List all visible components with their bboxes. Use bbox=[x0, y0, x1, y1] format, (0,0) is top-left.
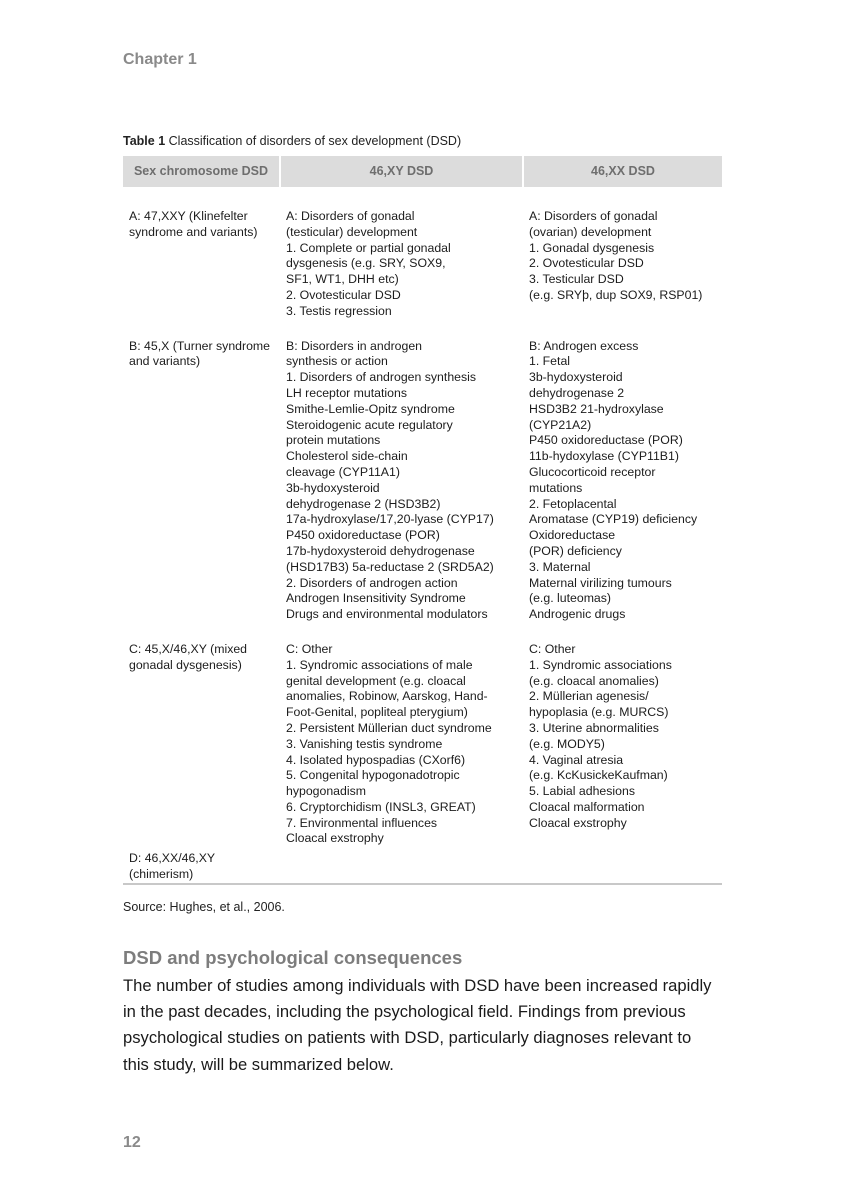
text-line: P450 oxidoreductase (POR) bbox=[529, 433, 683, 448]
text-line: A: Disorders of gonadal bbox=[286, 209, 415, 223]
text-line: hypoplasia (e.g. MURCS) bbox=[529, 705, 669, 720]
text-line: 2. Müllerian agenesis/ bbox=[529, 689, 649, 704]
text-line: (chimerism) bbox=[129, 867, 194, 882]
page-number: 12 bbox=[123, 1134, 141, 1151]
text-line: in the past decades, including the psychological field. Findings from previous bbox=[123, 1002, 686, 1022]
text-line: 1. Complete or partial gonadal bbox=[286, 240, 451, 255]
text-line: 1. Gonadal dysgenesis bbox=[529, 240, 655, 255]
text-line: 3. Uterine abnormalities bbox=[529, 720, 659, 735]
cell-46xy-c bbox=[280, 623, 523, 847]
text-line: Oxidoreductase bbox=[529, 528, 616, 543]
text-line: (CYP21A2) bbox=[529, 417, 592, 432]
text-line: hypogonadism bbox=[286, 784, 366, 799]
table-source: Source: Hughes, et al., 2006. bbox=[123, 900, 285, 914]
text-line: and variants) bbox=[129, 354, 201, 369]
text-line: B: Disorders in androgen bbox=[286, 338, 423, 353]
header-sex-chromosome-dsd: Sex chromosome DSD bbox=[123, 156, 280, 187]
text-line: C: 45,X/46,XY (mixed bbox=[129, 641, 248, 656]
header-46xy-dsd: 46,XY DSD bbox=[280, 156, 523, 187]
text-line: SF1, WT1, DHH etc) bbox=[286, 272, 399, 287]
section-body bbox=[123, 973, 722, 1078]
text-line: 17b-hydoxysteroid dehydrogenase bbox=[286, 543, 475, 558]
text-line: Androgen Insensitivity Syndrome bbox=[286, 591, 466, 606]
text-line: Aromatase (CYP19) deficiency bbox=[529, 512, 698, 527]
text-line: 3b-hydoxysteroid bbox=[529, 370, 623, 385]
text-line: 2. Ovotesticular DSD bbox=[529, 256, 644, 271]
text-line: 3. Vanishing testis syndrome bbox=[286, 736, 443, 751]
text-line: 2. Ovotesticular DSD bbox=[286, 287, 401, 302]
text-line: Maternal virilizing tumours bbox=[529, 575, 672, 590]
text-line: (e.g. cloacal anomalies) bbox=[529, 673, 659, 688]
text-line: 1. Syndromic associations of male bbox=[286, 657, 473, 672]
text-line: 4. Isolated hypospadias (CXorf6) bbox=[286, 752, 466, 767]
table-caption-label: Table 1 bbox=[123, 134, 166, 148]
text-line: 1. Disorders of androgen synthesis bbox=[286, 370, 477, 385]
cell-sex-chromosome-c bbox=[123, 623, 280, 847]
text-line: 7. Environmental influences bbox=[286, 815, 438, 830]
text-line: (e.g. KcKusickeKaufman) bbox=[529, 768, 668, 783]
table-row-a bbox=[123, 187, 722, 320]
text-line: A: 47,XXY (Klinefelter bbox=[129, 209, 248, 223]
text-line: dysgenesis (e.g. SRY, SOX9, bbox=[286, 256, 446, 271]
text-line: B: 45,X (Turner syndrome bbox=[129, 338, 271, 353]
text-line: A: Disorders of gonadal bbox=[529, 209, 658, 223]
cell-46xy-d bbox=[280, 847, 523, 884]
cell-46xy-b bbox=[280, 320, 523, 623]
text-line: (e.g. luteomas) bbox=[529, 591, 612, 606]
text-line: Smithe-Lemlie-Opitz syndrome bbox=[286, 401, 455, 416]
table-row-d bbox=[123, 847, 722, 884]
table-row-c bbox=[123, 623, 722, 847]
text-line: 3. Maternal bbox=[529, 559, 591, 574]
cell-46xx-a bbox=[523, 187, 722, 320]
text-line: Glucocorticoid receptor bbox=[529, 464, 656, 479]
text-line: syndrome and variants) bbox=[129, 224, 258, 239]
text-line: 5. Congenital hypogonadotropic bbox=[286, 768, 460, 783]
text-line: anomalies, Robinow, Aarskog, Hand- bbox=[286, 689, 488, 704]
text-line: 17a-hydroxylase/17,20-lyase (CYP17) bbox=[286, 512, 494, 527]
dsd-classification-table bbox=[123, 156, 722, 885]
table-caption-text: Classification of disorders of sex development (DSD) bbox=[168, 134, 462, 148]
text-line: 1. Syndromic associations bbox=[529, 657, 672, 672]
text-line: (POR) deficiency bbox=[529, 543, 622, 558]
cell-sex-chromosome-d bbox=[123, 847, 280, 884]
text-line: D: 46,XX/46,XY bbox=[129, 851, 216, 866]
header-46xx-dsd: 46,XX DSD bbox=[523, 156, 722, 187]
text-line: 5. Labial adhesions bbox=[529, 784, 635, 799]
cell-46xy-a bbox=[280, 187, 523, 320]
text-line: mutations bbox=[529, 480, 583, 495]
text-line: (testicular) development bbox=[286, 224, 418, 239]
text-line: 2. Persistent Müllerian duct syndrome bbox=[286, 720, 492, 735]
text-line: The number of studies among individuals with DSD have been increased rapidly bbox=[123, 976, 712, 995]
text-line: (e.g. SRYþ, dup SOX9, RSP01) bbox=[529, 287, 703, 302]
text-line: Cholesterol side-chain bbox=[286, 449, 408, 464]
text-line: Drugs and environmental modulators bbox=[286, 607, 488, 622]
cell-sex-chromosome-b bbox=[123, 320, 280, 623]
text-line: dehydrogenase 2 (HSD3B2) bbox=[286, 496, 441, 511]
text-line: 6. Cryptorchidism (INSL3, GREAT) bbox=[286, 799, 476, 814]
text-line: 3. Testis regression bbox=[286, 303, 392, 318]
text-line: C: Other bbox=[286, 641, 333, 656]
text-line: P450 oxidoreductase (POR) bbox=[286, 528, 440, 543]
text-line: Cloacal exstrophy bbox=[286, 831, 384, 846]
text-line: Cloacal exstrophy bbox=[529, 815, 627, 830]
text-line: Foot-Genital, popliteal pterygium) bbox=[286, 705, 468, 720]
text-line: psychological studies on patients with DSD, particularly diagnoses relevant to bbox=[123, 1028, 692, 1048]
text-line: gonadal dysgenesis) bbox=[129, 657, 242, 672]
text-line: LH receptor mutations bbox=[286, 385, 407, 400]
text-line: Cloacal malformation bbox=[529, 799, 645, 814]
text-line: 3b-hydoxysteroid bbox=[286, 480, 380, 495]
text-line: Androgenic drugs bbox=[529, 607, 626, 622]
text-line: 2. Fetoplacental bbox=[529, 496, 617, 511]
cell-sex-chromosome-a bbox=[123, 187, 280, 320]
running-head: Chapter 1 bbox=[123, 51, 197, 68]
text-line: 3. Testicular DSD bbox=[529, 272, 624, 287]
text-line: Steroidogenic acute regulatory bbox=[286, 417, 453, 432]
table-row-b bbox=[123, 320, 722, 623]
text-line: dehydrogenase 2 bbox=[529, 385, 625, 400]
text-line: C: Other bbox=[529, 641, 576, 656]
text-line: 4. Vaginal atresia bbox=[529, 752, 624, 767]
text-line: 2. Disorders of androgen action bbox=[286, 575, 458, 590]
cell-46xx-b bbox=[523, 320, 722, 623]
text-line: B: Androgen excess bbox=[529, 338, 639, 353]
cell-46xx-d bbox=[523, 847, 722, 884]
text-line: (ovarian) development bbox=[529, 224, 652, 239]
text-line: 1. Fetal bbox=[529, 354, 571, 369]
section-title: DSD and psychological consequences bbox=[123, 947, 463, 968]
text-line: this study, will be summarized below. bbox=[123, 1054, 394, 1074]
text-line: (HSD17B3) 5a-reductase 2 (SRD5A2) bbox=[286, 559, 494, 574]
text-line: protein mutations bbox=[286, 433, 381, 448]
text-line: cleavage (CYP11A1) bbox=[286, 464, 400, 479]
table-caption bbox=[123, 134, 461, 148]
text-line: HSD3B2 21-hydroxylase bbox=[529, 401, 664, 416]
text-line: (e.g. MODY5) bbox=[529, 736, 605, 751]
text-line: synthesis or action bbox=[286, 354, 388, 369]
text-line: 11b-hydoxylase (CYP11B1) bbox=[529, 449, 679, 464]
text-line: genital development (e.g. cloacal bbox=[286, 673, 466, 688]
cell-46xx-c bbox=[523, 623, 722, 847]
table-header-row bbox=[123, 156, 722, 187]
